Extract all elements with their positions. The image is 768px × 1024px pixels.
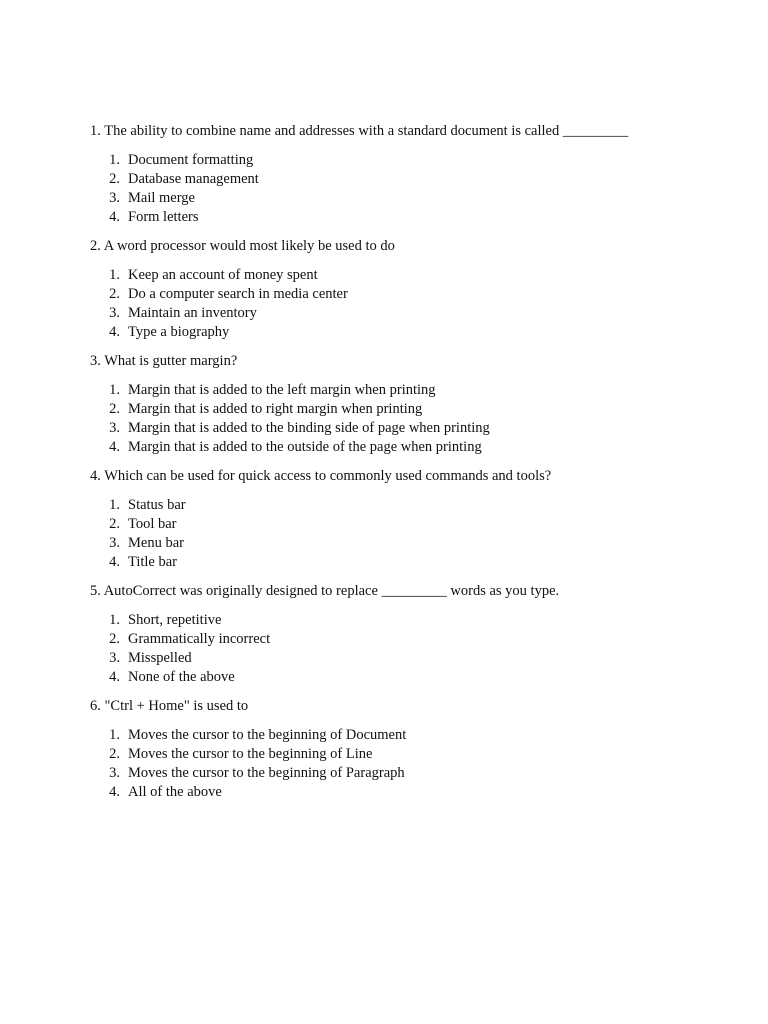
option-number: 3.	[109, 535, 120, 551]
question-1	[90, 122, 730, 227]
option-item	[90, 515, 730, 534]
option-item	[90, 208, 730, 227]
option-item	[90, 611, 730, 630]
option-number: 3.	[109, 650, 120, 666]
question-2	[90, 237, 730, 342]
question-text: 2. A word processor would most likely be used to do	[90, 238, 395, 254]
option-number: 2.	[109, 516, 120, 532]
option-item	[90, 400, 730, 419]
option-number: 4.	[109, 784, 120, 800]
option-number: 3.	[109, 420, 120, 436]
option-item	[90, 323, 730, 342]
option-item	[90, 668, 730, 687]
option-item	[90, 553, 730, 572]
option-number: 2.	[109, 401, 120, 417]
option-text: Tool bar	[128, 516, 177, 532]
question-6	[90, 697, 730, 802]
option-item	[90, 304, 730, 323]
option-number: 4.	[109, 439, 120, 455]
option-number: 4.	[109, 554, 120, 570]
question-text: 5. AutoCorrect was originally designed to replace _________ words as you type.	[90, 583, 560, 599]
option-number: 1.	[109, 267, 120, 283]
option-item	[90, 726, 730, 745]
option-text: Grammatically incorrect	[128, 631, 271, 647]
option-number: 4.	[109, 209, 120, 225]
option-text: Keep an account of money spent	[128, 267, 318, 283]
option-text: Status bar	[128, 497, 186, 513]
option-text: Database management	[128, 171, 259, 187]
option-text: None of the above	[128, 669, 235, 685]
option-item	[90, 764, 730, 783]
option-text: Mail merge	[128, 190, 195, 206]
option-list	[90, 151, 730, 227]
option-number: 4.	[109, 324, 120, 340]
option-list	[90, 381, 730, 457]
option-list	[90, 611, 730, 687]
option-text: Menu bar	[128, 535, 184, 551]
question-3	[90, 352, 730, 457]
option-list	[90, 726, 730, 802]
option-text: Document formatting	[128, 152, 254, 168]
option-number: 3.	[109, 765, 120, 781]
option-text: All of the above	[128, 784, 222, 800]
option-text: Margin that is added to the left margin when printing	[128, 382, 436, 398]
option-text: Do a computer search in media center	[128, 286, 348, 302]
option-number: 4.	[109, 669, 120, 685]
option-item	[90, 438, 730, 457]
option-item	[90, 381, 730, 400]
option-number: 1.	[109, 382, 120, 398]
option-number: 2.	[109, 746, 120, 762]
option-list	[90, 496, 730, 572]
option-item	[90, 189, 730, 208]
option-item	[90, 496, 730, 515]
option-text: Misspelled	[128, 650, 192, 666]
option-number: 1.	[109, 727, 120, 743]
option-item	[90, 783, 730, 802]
option-number: 1.	[109, 612, 120, 628]
question-text: 6. "Ctrl + Home" is used to	[90, 698, 249, 714]
option-number: 3.	[109, 190, 120, 206]
option-number: 2.	[109, 286, 120, 302]
option-text: Moves the cursor to the beginning of Paragraph	[128, 765, 405, 781]
option-text: Form letters	[128, 209, 199, 225]
option-item	[90, 170, 730, 189]
option-number: 2.	[109, 171, 120, 187]
option-text: Type a biography	[128, 324, 230, 340]
question-5	[90, 582, 730, 687]
option-number: 1.	[109, 152, 120, 168]
option-number: 1.	[109, 497, 120, 513]
option-text: Title bar	[128, 554, 178, 570]
question-text: 3. What is gutter margin?	[90, 353, 238, 369]
question-text: 1. The ability to combine name and addresses with a standard document is called _________	[90, 123, 629, 139]
option-text: Margin that is added to the binding side of page when printing	[128, 420, 490, 436]
option-list	[90, 266, 730, 342]
option-text: Maintain an inventory	[128, 305, 257, 321]
option-item	[90, 630, 730, 649]
option-item	[90, 266, 730, 285]
option-text: Margin that is added to the outside of the page when printing	[128, 439, 482, 455]
option-item	[90, 745, 730, 764]
option-text: Moves the cursor to the beginning of Document	[128, 727, 407, 743]
option-item	[90, 419, 730, 438]
option-number: 3.	[109, 305, 120, 321]
option-text: Short, repetitive	[128, 612, 222, 628]
option-number: 2.	[109, 631, 120, 647]
option-item	[90, 151, 730, 170]
option-item	[90, 285, 730, 304]
option-text: Moves the cursor to the beginning of Line	[128, 746, 373, 762]
option-item	[90, 649, 730, 668]
question-text: 4. Which can be used for quick access to commonly used commands and tools?	[90, 468, 552, 484]
option-text: Margin that is added to right margin when printing	[128, 401, 423, 417]
option-item	[90, 534, 730, 553]
quiz-content	[90, 122, 730, 812]
question-4	[90, 467, 730, 572]
